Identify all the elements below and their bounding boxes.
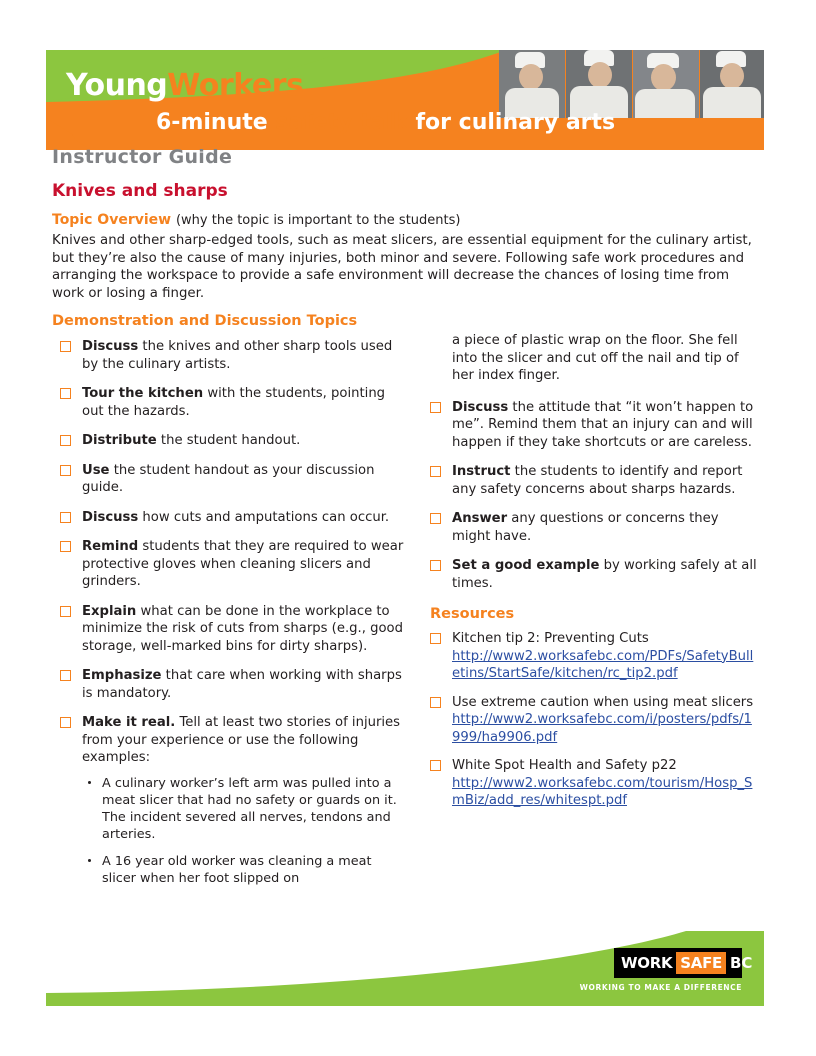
resource-link[interactable]: http://www2.worksafebc.com/PDFs/SafetyBulletins/StartSafe/kitchen/rc_tip2.pdf <box>452 648 754 681</box>
item-lead: Distribute <box>82 433 157 448</box>
checkbox-icon[interactable] <box>430 760 441 771</box>
item-text: the student handout as your discussion guide. <box>82 462 375 495</box>
item-text: any questions or concerns they might have. <box>452 511 719 544</box>
list-item <box>60 714 405 887</box>
topic-overview-label: Topic Overview <box>52 212 176 228</box>
list-item <box>60 603 405 656</box>
checkbox-icon[interactable] <box>430 513 441 524</box>
item-text: with the students, pointing out the hazards. <box>82 386 386 419</box>
item-lead: Explain <box>82 603 137 619</box>
checkbox-icon[interactable] <box>60 670 71 681</box>
resource-item <box>430 757 760 810</box>
footer-banner <box>46 931 764 1006</box>
banner-sub-safety: safety talk <box>275 110 416 135</box>
right-column <box>430 332 760 821</box>
list-item <box>60 385 405 420</box>
checkbox-icon[interactable] <box>60 435 71 446</box>
checkbox-icon[interactable] <box>60 717 71 728</box>
list-item <box>60 667 405 702</box>
resources-heading: Resources <box>430 606 515 622</box>
checkbox-icon[interactable] <box>430 633 441 644</box>
instructor-guide-label: Instructor Guide <box>52 146 233 168</box>
list-item <box>430 399 760 452</box>
sub-item-text: A culinary worker’s left arm was pulled into a meat slicer that had no safety or guards on it. The incident severed all nerves, tendons and arteries. <box>102 775 397 842</box>
sub-list <box>82 775 405 887</box>
banner-subtitle <box>156 110 615 135</box>
resource-link[interactable]: http://www2.worksafebc.com/tourism/Hosp_SmBiz/add_res/whitespt.pdf <box>452 775 753 808</box>
item-lead: Emphasize <box>82 668 162 683</box>
demonstration-heading: Demonstration and Discussion Topics <box>52 313 358 329</box>
list-item <box>430 557 760 592</box>
item-text: the attitude that “it won’t happen to me”. Remind them that an injury can and will happen if they take shortcuts or are careless. <box>452 399 754 450</box>
item-lead: Instruct <box>452 464 511 479</box>
photo-strip <box>499 50 764 118</box>
topic-overview-paren: (why the topic is important to the students) <box>175 213 461 228</box>
checkbox-icon[interactable] <box>430 697 441 708</box>
item-lead: Answer <box>452 511 508 526</box>
banner-sub-rest: for culinary arts <box>415 110 616 135</box>
checkbox-icon[interactable] <box>60 465 71 476</box>
checkbox-icon[interactable] <box>430 560 441 571</box>
logo-word-safe: SAFE <box>676 952 726 974</box>
banner-title <box>66 68 303 103</box>
checkbox-icon[interactable] <box>60 512 71 523</box>
list-item <box>430 510 760 545</box>
continuation-paragraph: a piece of plastic wrap on the floor. She fell into the slicer and cut off the nail and tip of her index finger. <box>452 333 739 383</box>
left-column <box>60 338 405 899</box>
sub-item-text: A 16 year old worker was cleaning a meat slicer when her foot slipped on <box>102 853 372 886</box>
resource-text: Kitchen tip 2: Preventing Cuts <box>452 631 649 646</box>
photo-cell <box>499 50 565 118</box>
photo-cell <box>633 50 699 118</box>
list-item <box>60 338 405 373</box>
checkbox-icon[interactable] <box>60 341 71 352</box>
list-item <box>60 462 405 497</box>
checkbox-icon[interactable] <box>60 541 71 552</box>
checkbox-icon[interactable] <box>430 402 441 413</box>
item-text: the student handout. <box>156 433 301 448</box>
list-item <box>60 432 405 450</box>
banner-title-workers: Workers <box>167 68 304 103</box>
topic-overview-heading <box>52 212 460 228</box>
item-lead: Set a good example <box>452 558 600 573</box>
worksafebc-logo <box>614 948 753 978</box>
list-item <box>430 463 760 498</box>
resource-text: White Spot Health and Safety p22 <box>452 758 677 773</box>
item-text: how cuts and amputations can occur. <box>138 509 390 525</box>
banner-title-young: Young <box>66 68 168 103</box>
photo-cell <box>566 50 632 118</box>
bullet-icon <box>88 781 91 784</box>
list-item <box>60 538 405 591</box>
item-lead: Discuss <box>82 509 139 525</box>
checkbox-icon[interactable] <box>60 388 71 399</box>
photo-cell <box>700 50 764 118</box>
checkbox-icon[interactable] <box>430 466 441 477</box>
item-text: students that they are required to wear protective gloves when cleaning slicers and grinders. <box>82 539 404 589</box>
logo-word-work: WORK <box>621 954 673 972</box>
resource-link[interactable]: http://www2.worksafebc.com/i/posters/pdfs/1999/ha9906.pdf <box>452 712 752 745</box>
checkbox-icon[interactable] <box>60 606 71 617</box>
bullet-icon <box>88 859 91 862</box>
item-lead: Tour the kitchen <box>82 386 204 401</box>
item-text: Tell at least two stories of injuries from your experience or use the following examples: <box>82 715 401 765</box>
list-item <box>60 509 405 527</box>
item-text: the students to identify and report any safety concerns about sharps hazards. <box>452 464 743 497</box>
banner-sub-six: 6-minute <box>156 110 276 135</box>
sub-list-item <box>86 853 405 887</box>
item-text: what can be done in the workplace to minimize the risk of cuts from sharps (e.g., good storage, well-marked bins for dirty sharps). <box>82 603 403 654</box>
item-text: the knives and other sharp tools used by the culinary artists. <box>82 339 393 372</box>
resource-item <box>430 694 760 747</box>
item-lead: Make it real. <box>82 715 176 730</box>
item-lead: Discuss <box>82 339 139 354</box>
item-lead: Discuss <box>452 399 509 415</box>
item-text: that care when working with sharps is mandatory. <box>82 668 402 701</box>
item-text: by working safely at all times. <box>452 558 757 591</box>
page-title: Knives and sharps <box>52 181 228 201</box>
topic-overview-body: Knives and other sharp-edged tools, such as meat slicers, are essential equipment for the culinary artist, but they’re also the cause of many injuries, both minor and severe. Following safe work procedures and arranging the workspace to provide a safe environment will decrease the chances of losing time from work or losing a finger. <box>52 233 752 301</box>
logo-word-bc: BC <box>730 954 753 972</box>
item-lead: Remind <box>82 539 139 554</box>
item-lead: Use <box>82 462 110 478</box>
resource-item <box>430 630 760 683</box>
header-banner <box>46 50 764 150</box>
sub-list-item <box>86 775 405 843</box>
footer-tagline: WORKING TO MAKE A DIFFERENCE <box>579 983 742 992</box>
resource-text: Use extreme caution when using meat slicers <box>452 694 754 710</box>
